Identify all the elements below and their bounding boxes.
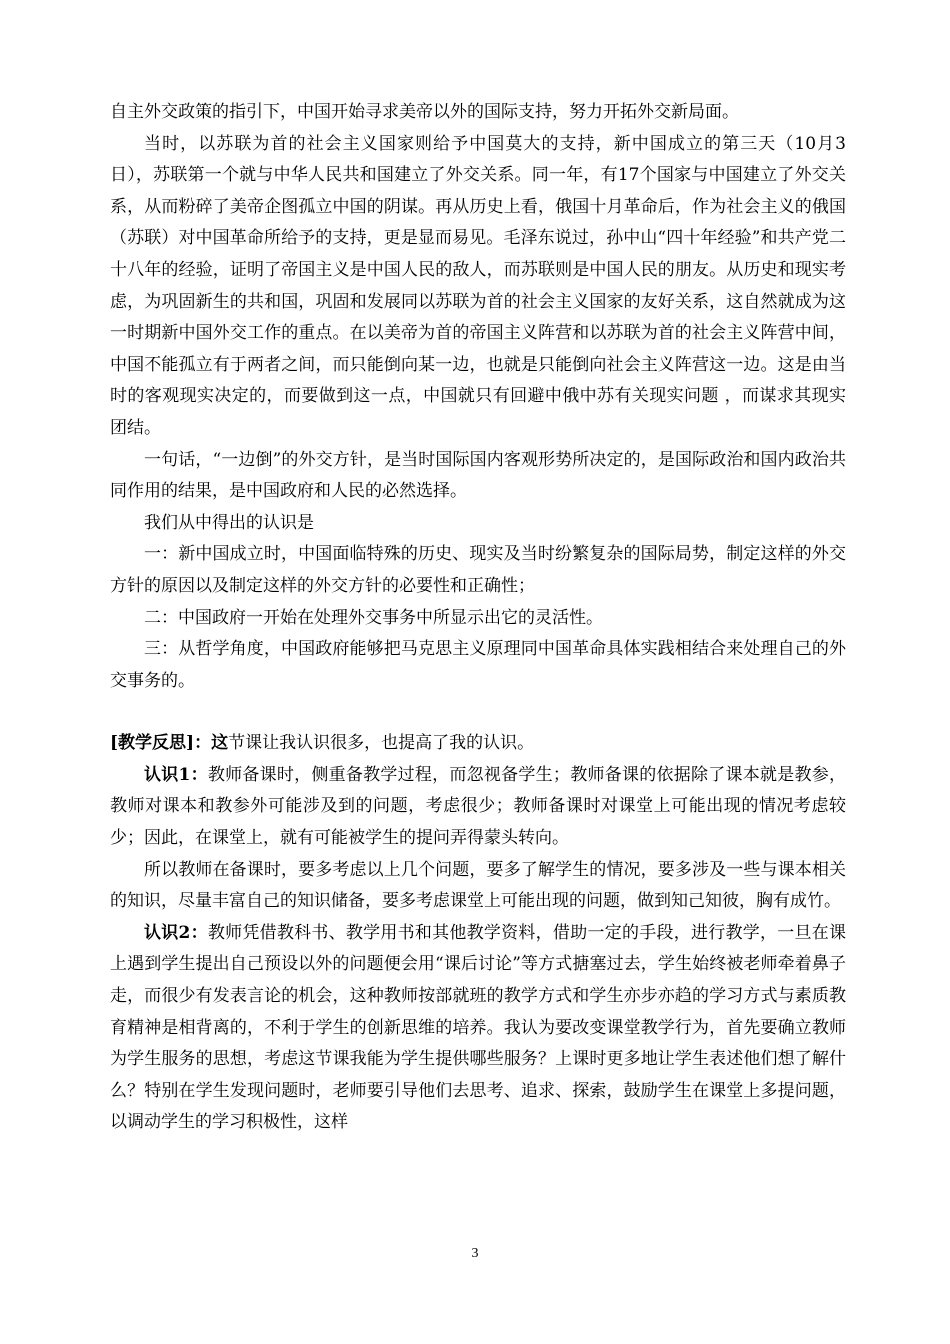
conclusion-item-3: 三：从哲学角度，中国政府能够把马克思主义原理同中国革命具体实践相结合来处理自己的外交事务的。 (110, 639, 846, 691)
reflection-item-2 (110, 918, 846, 1139)
section-gap (110, 697, 846, 728)
paragraph-conclusions-intro: 我们从中得出的认识是 (144, 512, 314, 533)
paragraph-continuation: 自主外交政策的指引下，中国开始寻求美帝以外的国际支持，努力开拓外交新局面。 (110, 102, 739, 122)
reflection-item-text: 教师备课时，侧重备教学过程，而忽视备学生；教师备课的依据除了课本就是教参，教师对课本和教参外可能涉及到的问题，考虑很少；教师备课时对课堂上可能出现的情况考虑较少；因此，在课堂上，就有可能被学生的提问弄得蒙头转向。 (110, 764, 846, 849)
reflection-label: [教学反思]：这 (110, 733, 229, 754)
reflection-heading (110, 728, 846, 760)
page-number: 3 (471, 1246, 479, 1261)
reflection-item-label: 认识2： (144, 922, 208, 943)
paragraph-soviet-support: 当时，以苏联为首的社会主义国家则给予中国莫大的支持，新中国成立的第三天（10月3日），苏联第一个就与中华人民共和国建立了外交关系。同一年，有17个国家与中国建立了外交关系，从而粉碎了美帝企图孤立中国的阴谋。再从历史上看，俄国十月革命后，作为社会主义的俄国（苏联）对中国革命所给予的支持，更是显而易见。毛泽东说过，孙中山“四十年经验”和共产党二十八年的经验，证明了帝国主义是中国人民的敌人，而苏联则是中国人民的朋友。从历史和现实考虑，为巩固新生的共和国，巩固和发展同以苏联为首的社会主义国家的友好关系，这自然就成为这一时期新中国外交工作的重点。在以美帝为首的帝国主义阵营和以苏联为首的社会主义阵营中间，中国不能孤立有于两者之间，而只能倒向某一边，也就是只能倒向社会主义阵营这一边。这是由当时的客观现实决定的，而要做到这一点，中国就只有回避中俄中苏有关现实问题 ，而谋求其现实团结。 (110, 133, 846, 438)
reflection-item-text: 教师凭借教科书、教学用书和其他教学资料，借助一定的手段，进行教学，一旦在课上遇到学生提出自己预设以外的问题便会用“课后讨论”等方式搪塞过去，学生始终被老师牵着鼻子走，而很少有发表言论的机会，这种教师按部就班的教学方式和学生亦步亦趋的学习方式与素质教育精神是相背离的，不利于学生的创新思维的培养。我认为要改变课堂教学行为，首先要确立教师为学生服务的思想，考虑这节课我能为学生提供哪些服务？上课时更多地让学生表述他们想了解什么？特别在学生发现问题时，老师要引导他们去思考、追求、探索，鼓励学生在课堂上多提问题，以调动学生的学习积极性，这样 (110, 922, 846, 1133)
body-text (110, 97, 846, 1139)
reflection-item-1 (110, 760, 846, 855)
conclusion-item-1: 一：新中国成立时，中国面临特殊的历史、现实及当时纷繁复杂的国际局势，制定这样的外交方针的原因以及制定这样的外交方针的必要性和正确性； (110, 544, 846, 596)
reflection-item-1-followup (110, 855, 846, 918)
reflection-item-text: 所以教师在备课时，要多考虑以上几个问题，要多了解学生的情况，要多涉及一些与课本相关的知识，尽量丰富自己的知识储备，要多考虑课堂上可能出现的问题，做到知己知彼，胸有成竹。 (110, 859, 846, 912)
paragraph-summary: 一句话，“一边倒”的外交方针，是当时国际国内客观形势所决定的，是国际政治和国内政治共同作用的结果，是中国政府和人民的必然选择。 (110, 449, 846, 502)
reflection-intro-text: 节课让我认识很多，也提高了我的认识。 (228, 733, 535, 754)
conclusion-item-2: 二：中国政府一开始在处理外交事务中所显示出它的灵活性。 (144, 607, 603, 628)
reflection-item-label: 认识1： (144, 764, 208, 785)
